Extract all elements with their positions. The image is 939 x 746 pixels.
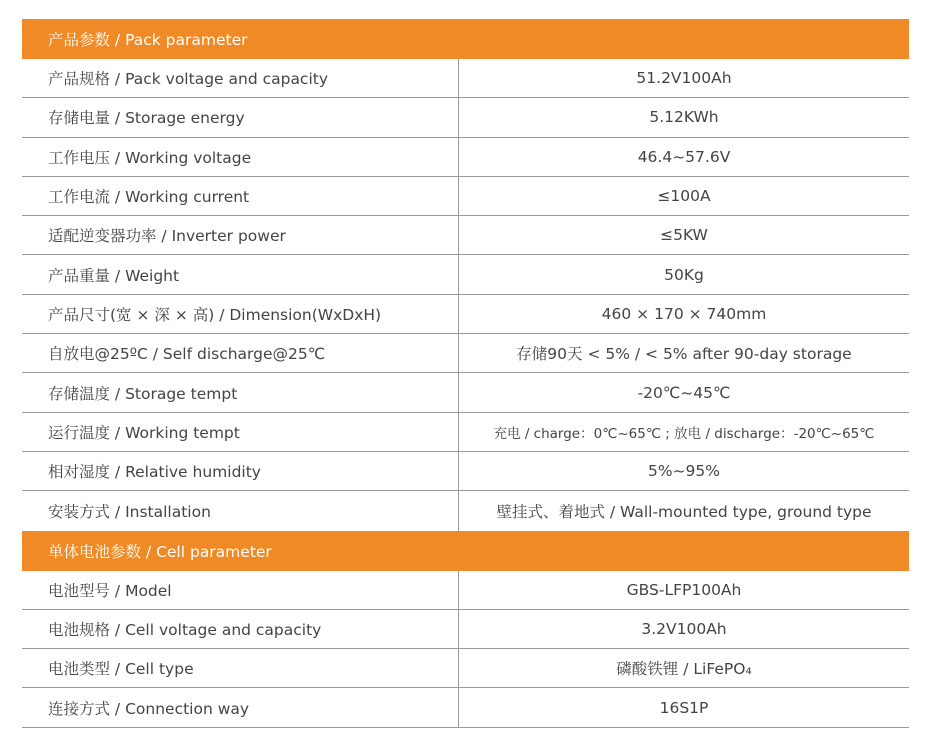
row-value: 46.4~57.6V [637, 147, 731, 166]
row-value: 5.12KWh [649, 108, 719, 127]
row-value: 16S1P [659, 698, 709, 717]
row-label: 产品重量 / Weight [22, 255, 459, 293]
row-label: 工作电压 / Working voltage [22, 138, 459, 176]
row-value: ≤5KW [660, 226, 708, 245]
row-label: 运行温度 / Working tempt [22, 413, 459, 451]
spec-table [22, 19, 909, 728]
table-row [22, 216, 909, 255]
table-row [22, 491, 909, 530]
pack-rows [22, 59, 909, 531]
row-label: 电池型号 / Model [22, 571, 459, 609]
row-label: 自放电@25ºC / Self discharge@25℃ [22, 334, 459, 372]
row-value: 50Kg [664, 265, 704, 284]
table-row [22, 98, 909, 137]
row-label: 产品规格 / Pack voltage and capacity [22, 59, 459, 97]
row-label: 产品尺寸(宽 × 深 × 高) / Dimension(WxDxH) [22, 295, 459, 333]
row-label: 存储电量 / Storage energy [22, 98, 459, 136]
cell-parameter-header: 单体电池参数 / Cell parameter [22, 531, 909, 571]
table-row [22, 452, 909, 491]
table-row [22, 295, 909, 334]
row-label: 电池类型 / Cell type [22, 649, 459, 687]
row-label: 连接方式 / Connection way [22, 688, 459, 726]
row-value: 充电 / charge：0℃~65℃ ; 放电 / discharge：-20℃~65℃ [493, 425, 875, 442]
row-value: 5%~95% [647, 462, 721, 481]
row-value: 壁挂式、着地式 / Wall-mounted type, ground type [496, 502, 872, 521]
table-row [22, 610, 909, 649]
table-row [22, 649, 909, 688]
table-row [22, 571, 909, 610]
row-label: 安装方式 / Installation [22, 491, 459, 530]
row-value: 存储90天 < 5% / < 5% after 90-day storage [516, 345, 852, 364]
table-row [22, 688, 909, 727]
row-label: 电池规格 / Cell voltage and capacity [22, 610, 459, 648]
row-value: 460 × 170 × 740mm [601, 304, 767, 323]
table-row [22, 373, 909, 412]
row-value: GBS-LFP100Ah [626, 580, 742, 599]
row-label: 适配逆变器功率 / Inverter power [22, 216, 459, 254]
row-label: 存储温度 / Storage tempt [22, 373, 459, 411]
row-value: 3.2V100Ah [641, 620, 727, 638]
table-row [22, 177, 909, 216]
pack-parameter-header: 产品参数 / Pack parameter [22, 19, 909, 59]
row-value: 磷酸铁锂 / LiFePO₄ [616, 660, 752, 679]
cell-rows [22, 571, 909, 728]
table-row [22, 413, 909, 452]
row-value: 51.2V100Ah [636, 69, 732, 88]
row-value: -20℃~45℃ [637, 383, 731, 402]
row-label: 相对湿度 / Relative humidity [22, 452, 459, 490]
table-row [22, 255, 909, 294]
table-row [22, 334, 909, 373]
row-value: ≤100A [657, 187, 711, 206]
table-row [22, 138, 909, 177]
table-row [22, 59, 909, 98]
row-label: 工作电流 / Working current [22, 177, 459, 215]
